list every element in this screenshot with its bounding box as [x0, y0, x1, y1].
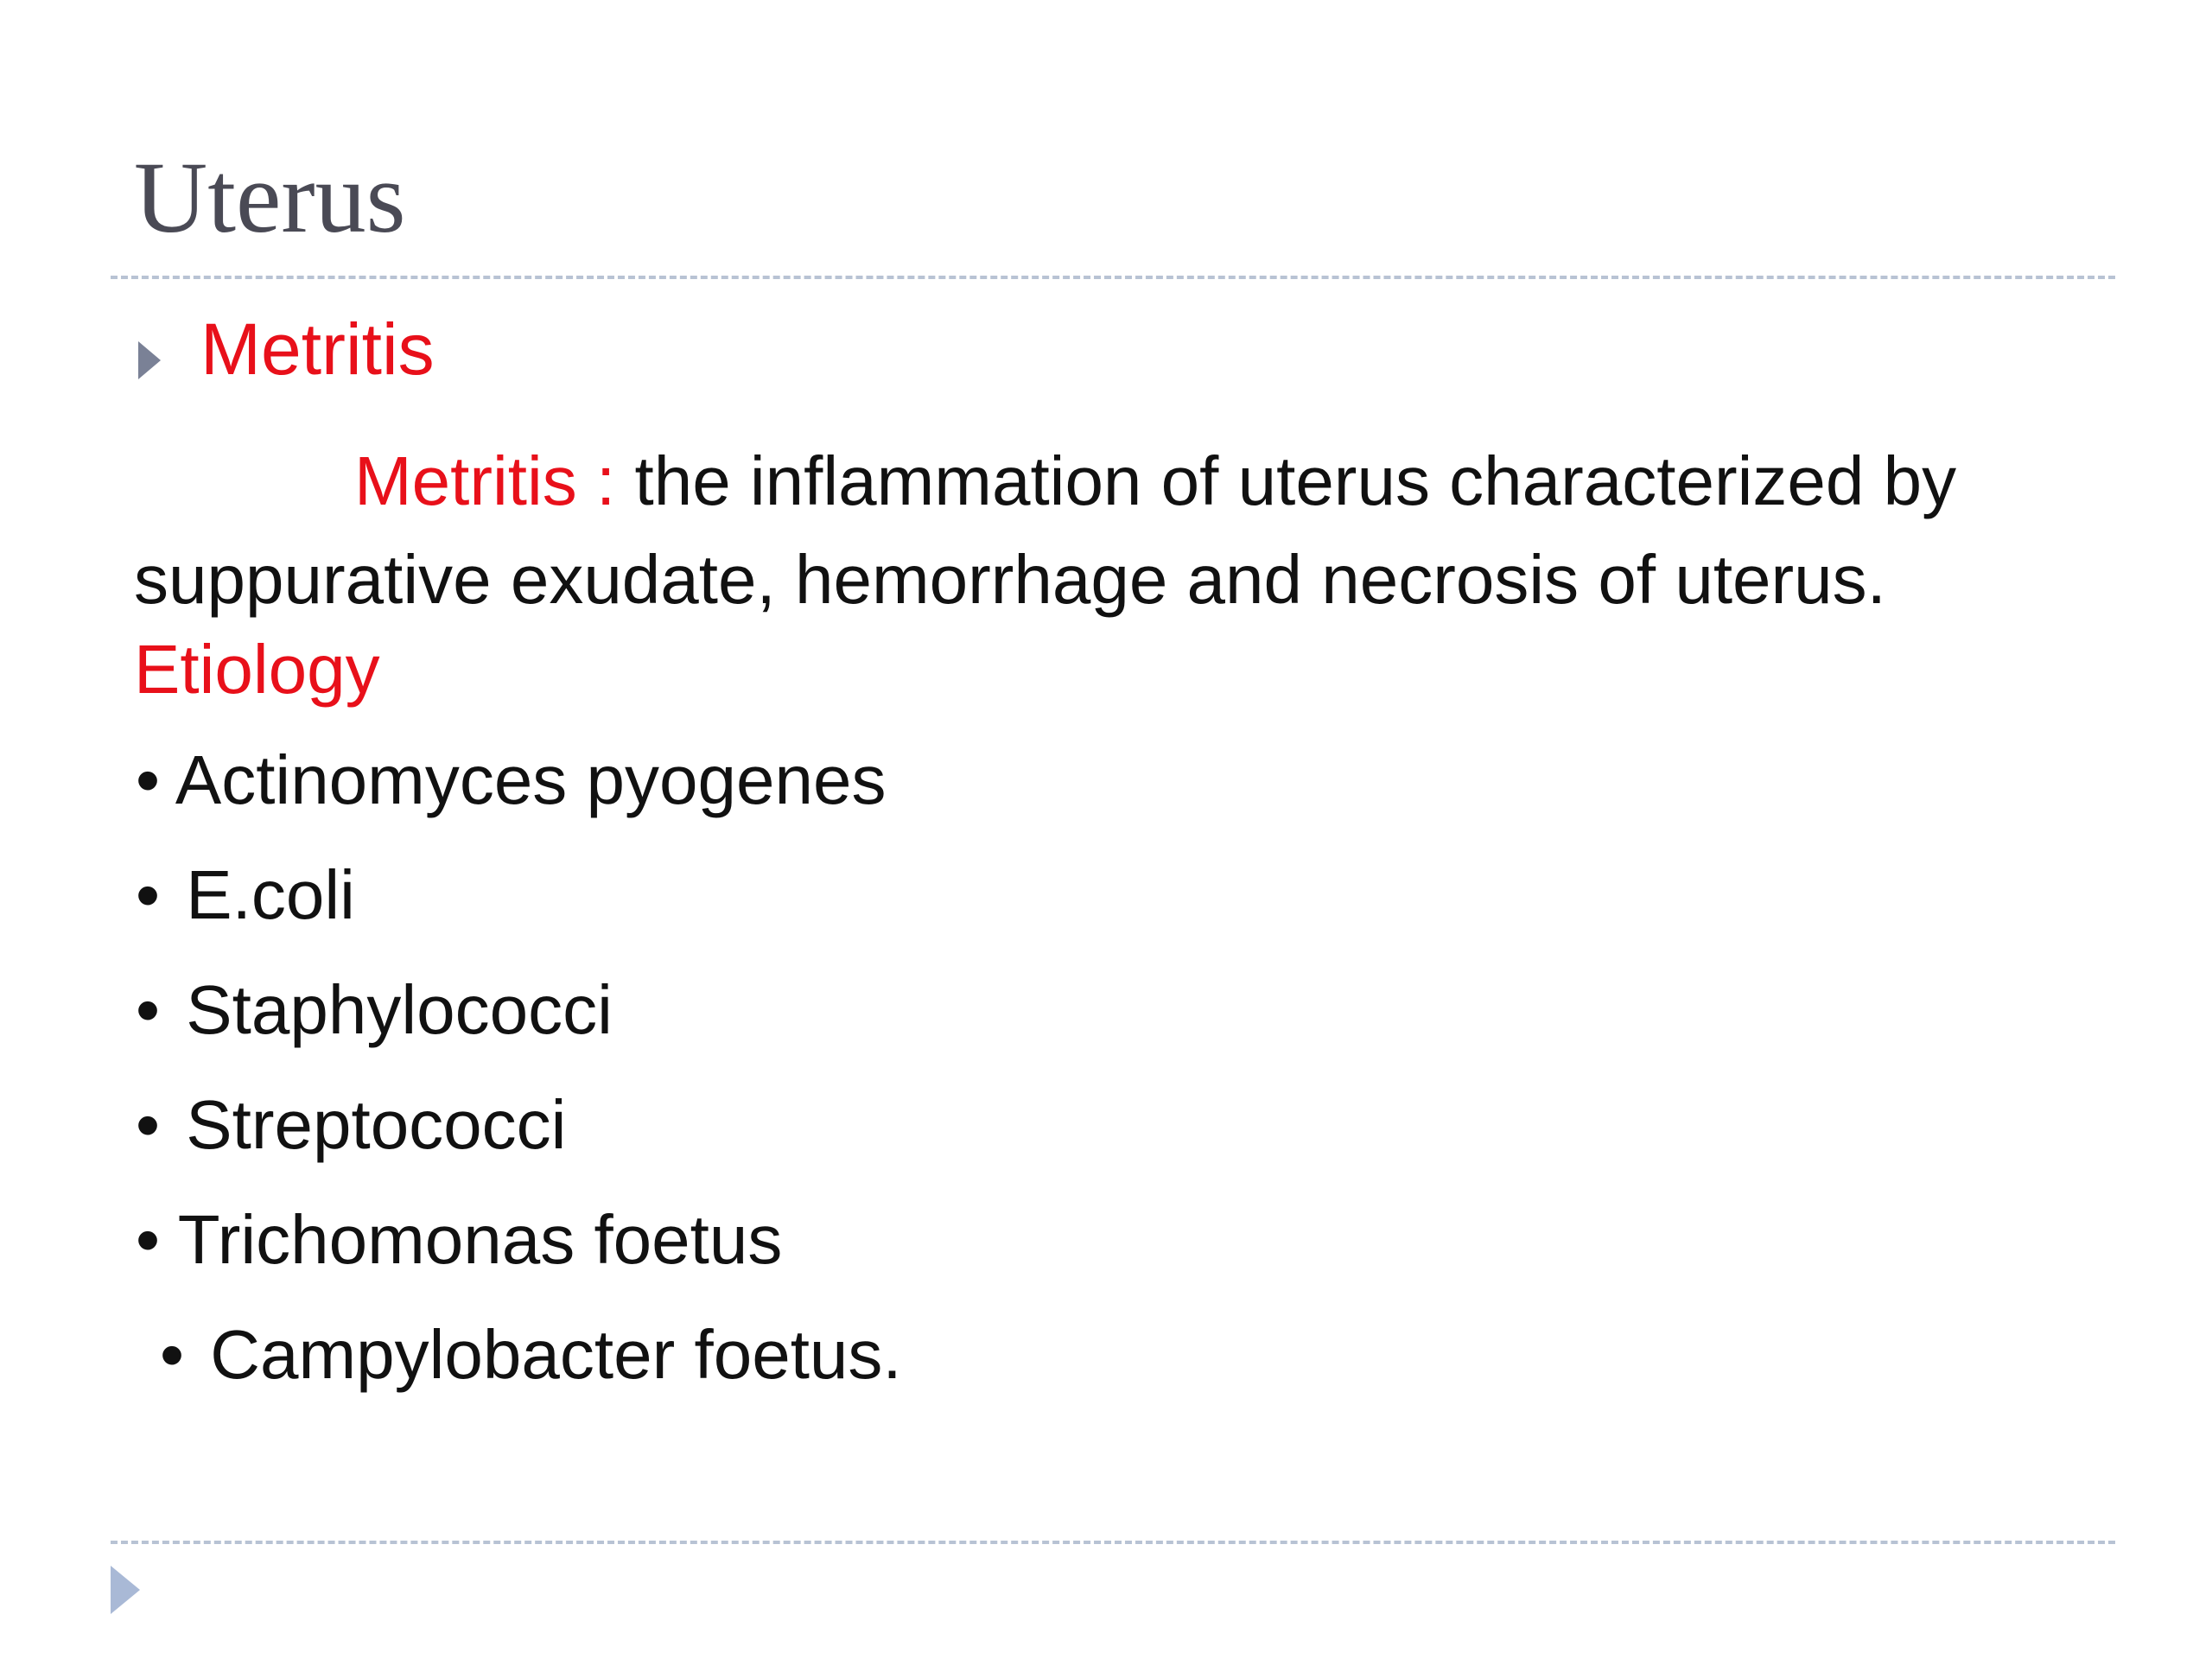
list-item-text: E.coli — [186, 856, 355, 933]
list-item — [160, 1313, 902, 1396]
bullet-dot: • — [136, 971, 161, 1048]
slide-title: Uterus — [134, 141, 406, 254]
definition-paragraph — [134, 432, 2095, 629]
list-item-text: Campylobacter foetus. — [210, 1316, 902, 1393]
bullet-dot: • — [136, 1086, 161, 1163]
title-divider — [111, 276, 2115, 279]
list-item — [136, 1084, 566, 1166]
triangle-right-icon — [111, 1566, 140, 1614]
list-item-text: Trichomonas foetus — [177, 1201, 783, 1278]
definition-text: the inflammation of uterus characterized by suppurative exudate, hemorrhage and necrosis of uterus. — [134, 442, 1957, 618]
list-item — [136, 1198, 782, 1281]
bullet-dot: • — [136, 856, 161, 933]
list-item — [136, 854, 355, 937]
list-item — [136, 739, 886, 822]
list-item-text: Streptococci — [186, 1086, 567, 1163]
list-item — [136, 969, 613, 1052]
bullet-dot: • — [136, 1201, 161, 1278]
footer-divider — [111, 1541, 2115, 1544]
bullet-dot: • — [136, 741, 161, 818]
section-heading: Metritis — [200, 308, 435, 390]
etiology-label: Etiology — [134, 631, 380, 708]
definition-term: Metritis : — [354, 442, 616, 519]
triangle-right-icon — [138, 341, 161, 379]
list-item-text: Actinomyces pyogenes — [175, 741, 887, 818]
bullet-dot: • — [160, 1316, 185, 1393]
list-item-text: Staphylococci — [186, 971, 613, 1048]
